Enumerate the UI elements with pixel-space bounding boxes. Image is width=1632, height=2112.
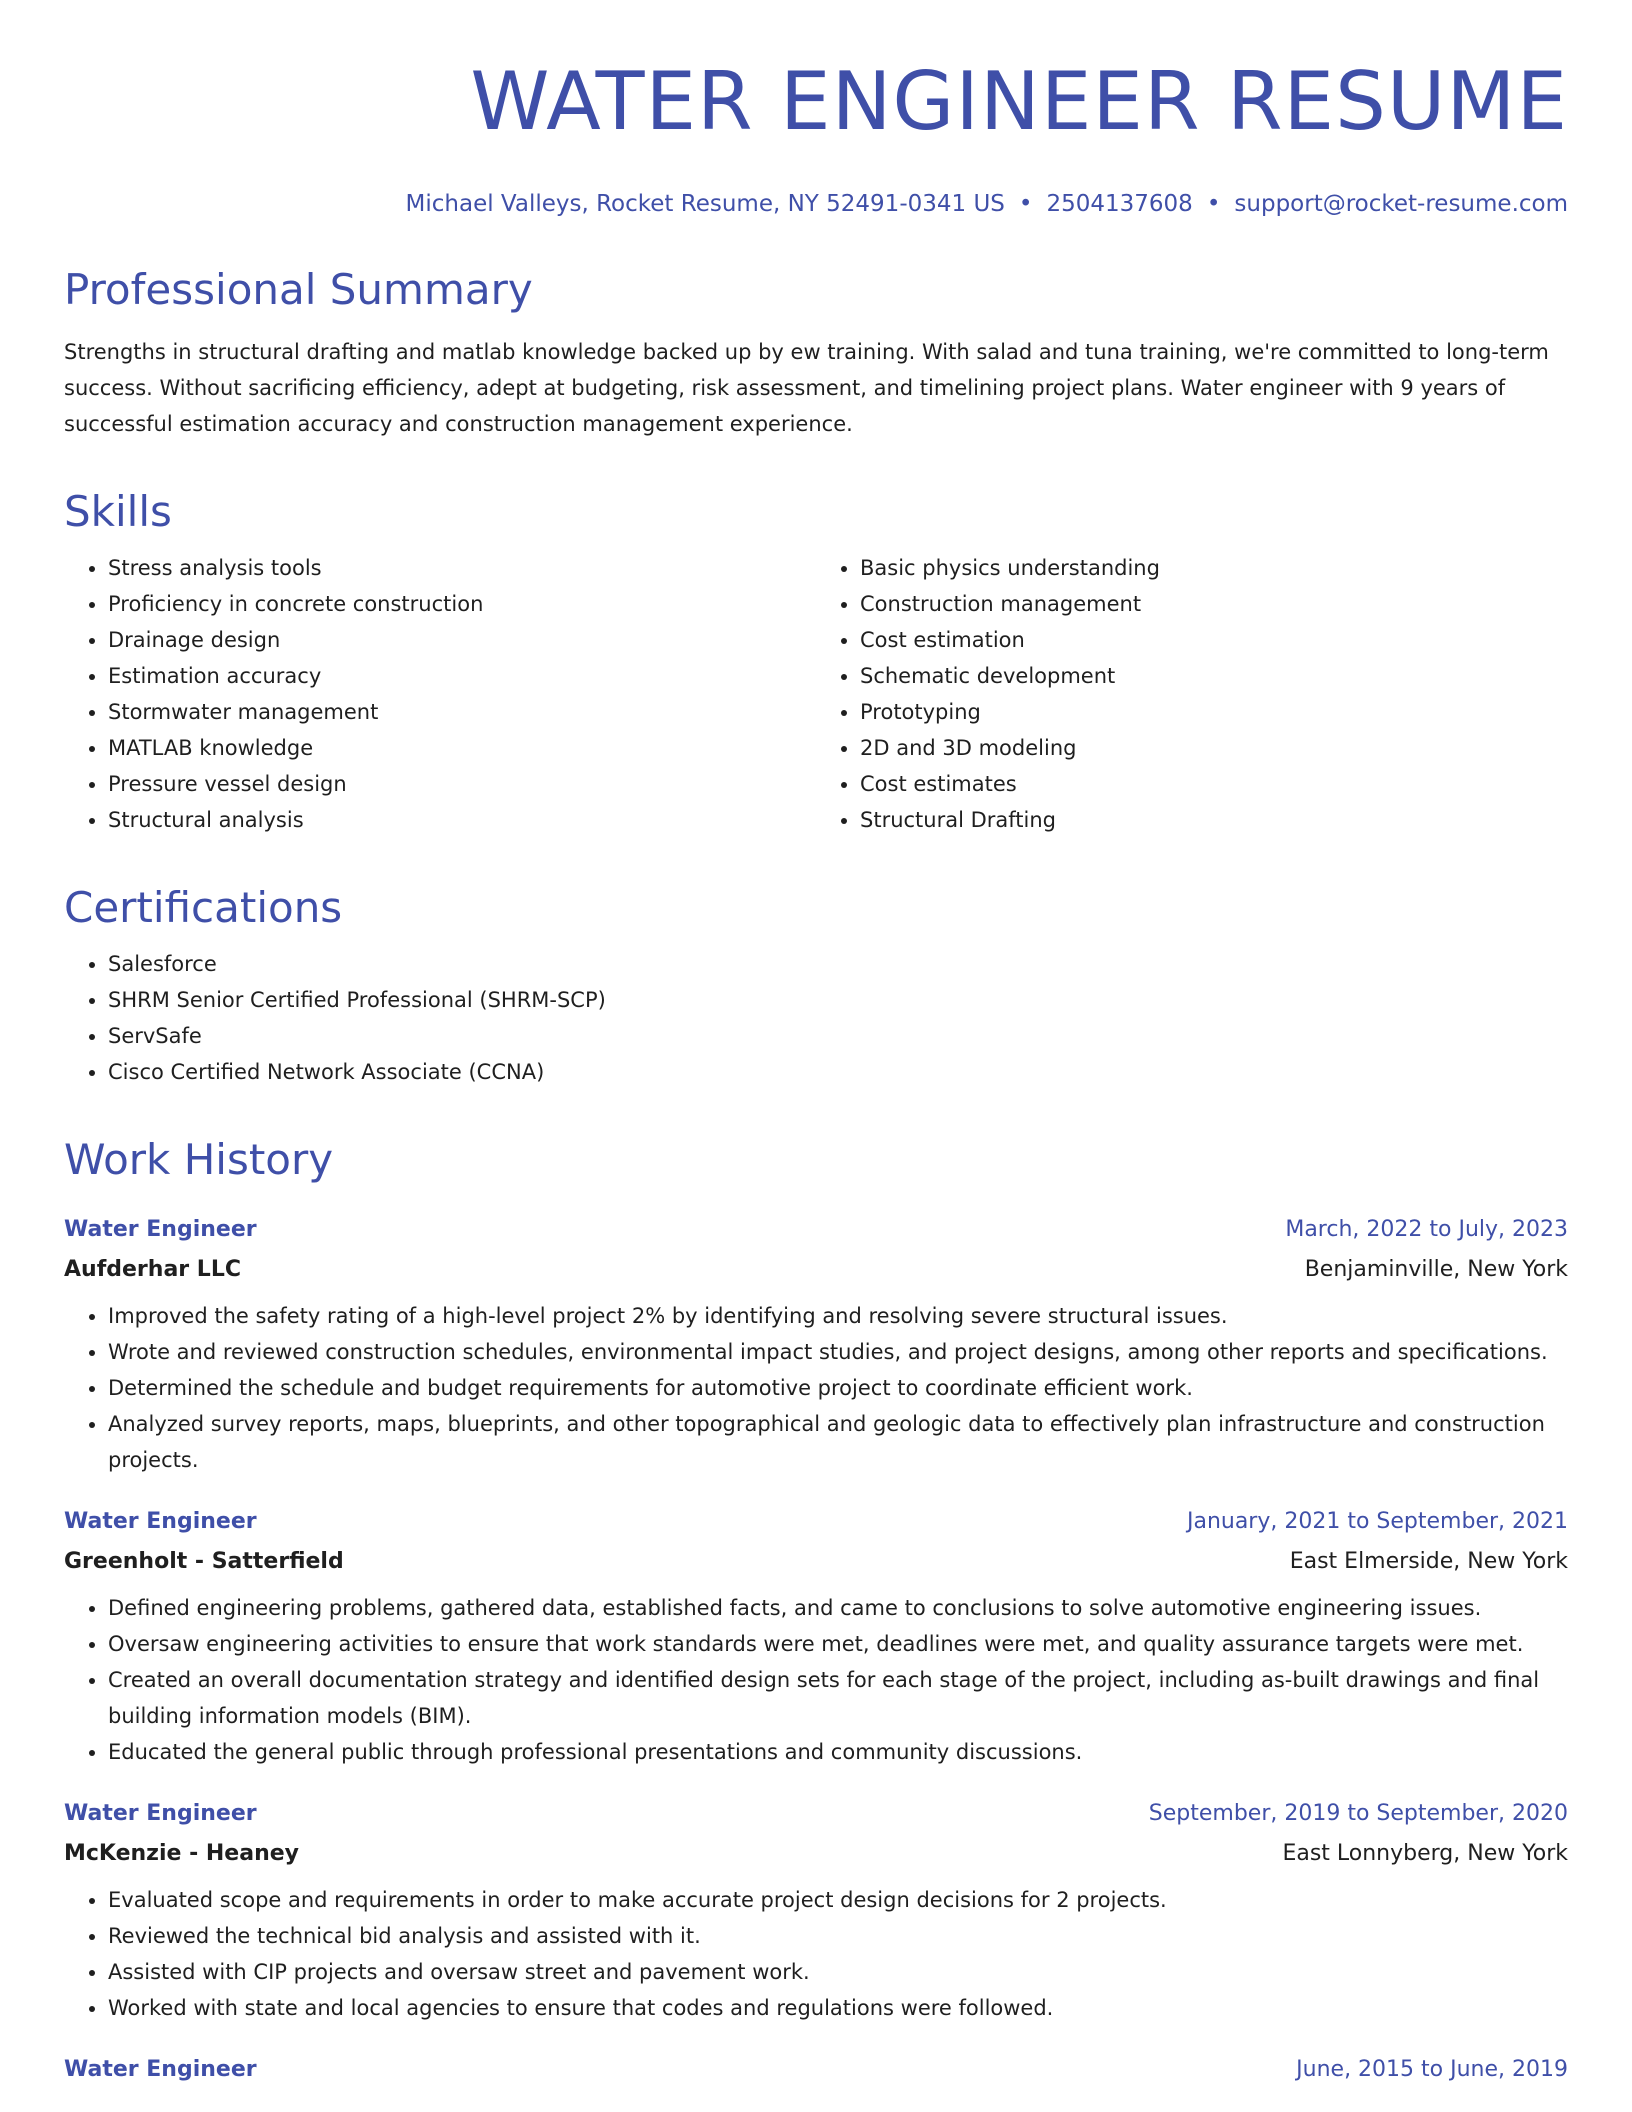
- job-dates: January, 2021 to September, 2021: [1186, 1509, 1568, 1534]
- job-bullet: • Determined the schedule and budget requirements for automotive project to coordinate efficient work.: [108, 1370, 1568, 1406]
- skill-item: • Cost estimation: [860, 622, 1568, 658]
- skill-item: • Prototyping: [860, 694, 1568, 730]
- job-title: Water Engineer: [64, 2057, 257, 2082]
- skills-list-right: [816, 550, 1568, 838]
- skill-item: • MATLAB knowledge: [108, 730, 816, 766]
- job-location: Benjaminville, New York: [1304, 1257, 1568, 1282]
- job-company: Greenholt - Satterfield: [64, 1549, 344, 1574]
- job-bullet: • Analyzed survey reports, maps, blueprints, and other topographical and geologic data to effectively plan infrastructure and construction projects.: [108, 1406, 1568, 1478]
- job-location: East Elmerside, New York: [1289, 1549, 1568, 1574]
- skills-list-left: [64, 550, 816, 838]
- job-header-row: [64, 1794, 1568, 1834]
- job-entry: [64, 1502, 1568, 1770]
- work-history-heading: Work History: [64, 1135, 334, 1184]
- resume-title: WATER ENGINEER RESUME: [470, 55, 1568, 148]
- contact-separator: •: [1018, 191, 1033, 217]
- contact-phone: 2504137608: [1046, 191, 1193, 217]
- job-company-row: [64, 1542, 1568, 1582]
- job-entry: [64, 2050, 1568, 2090]
- job-company: Aufderhar LLC: [64, 1257, 241, 1282]
- job-bullet: • Oversaw engineering activities to ensure that work standards were met, deadlines were met, and quality assurance targets were met.: [108, 1626, 1568, 1662]
- job-company-row: [64, 1834, 1568, 1874]
- job-company-row: [64, 1250, 1568, 1290]
- job-bullet: • Assisted with CIP projects and oversaw street and pavement work.: [108, 1954, 1568, 1990]
- skill-item: • Structural analysis: [108, 802, 816, 838]
- contact-email[interactable]: support@rocket-resume.com: [1234, 191, 1568, 217]
- skill-item: • Proficiency in concrete construction: [108, 586, 816, 622]
- summary-heading: Professional Summary: [64, 265, 533, 314]
- job-dates: June, 2015 to June, 2019: [1296, 2057, 1568, 2082]
- skill-item: • Pressure vessel design: [108, 766, 816, 802]
- job-entry: [64, 1210, 1568, 1478]
- certification-item: • Salesforce: [108, 946, 1568, 982]
- job-title: Water Engineer: [64, 1801, 257, 1826]
- skills-heading: Skills: [64, 487, 172, 536]
- job-bullet: • Educated the general public through professional presentations and community discussions.: [108, 1734, 1568, 1770]
- skill-item: • Construction management: [860, 586, 1568, 622]
- certifications-heading: Certifications: [64, 883, 343, 932]
- skill-item: • Stormwater management: [108, 694, 816, 730]
- skill-item: • 2D and 3D modeling: [860, 730, 1568, 766]
- job-bullets: [64, 1590, 1568, 1770]
- job-bullets: [64, 1882, 1568, 2026]
- skill-item: • Drainage design: [108, 622, 816, 658]
- job-header-row: [64, 2050, 1568, 2090]
- job-bullet: • Evaluated scope and requirements in order to make accurate project design decisions for 2 projects.: [108, 1882, 1568, 1918]
- job-location: East Lonnyberg, New York: [1282, 1841, 1568, 1866]
- job-bullet: • Defined engineering problems, gathered data, established facts, and came to conclusions to solve automotive engineering issues.: [108, 1590, 1568, 1626]
- skills-grid: [64, 550, 1568, 838]
- certification-item: • SHRM Senior Certified Professional (SHRM-SCP): [108, 982, 1568, 1018]
- contact-line: [64, 188, 1568, 220]
- job-bullet: • Reviewed the technical bid analysis and assisted with it.: [108, 1918, 1568, 1954]
- skill-item: • Basic physics understanding: [860, 550, 1568, 586]
- job-bullet: • Improved the safety rating of a high-level project 2% by identifying and resolving severe structural issues.: [108, 1298, 1568, 1334]
- skill-item: • Estimation accuracy: [108, 658, 816, 694]
- job-dates: March, 2022 to July, 2023: [1285, 1217, 1568, 1242]
- job-title: Water Engineer: [64, 1509, 257, 1534]
- certification-item: • ServSafe: [108, 1018, 1568, 1054]
- skill-item: • Schematic development: [860, 658, 1568, 694]
- job-bullet: • Worked with state and local agencies to ensure that codes and regulations were followed.: [108, 1990, 1568, 2026]
- summary-text: Strengths in structural drafting and matlab knowledge backed up by ew training. With salad and tuna training, we're committed to long-term success. Without sacrificing efficiency, adept at budgeting, risk assessment, and timelining project plans. Water engineer with 9 years of successful estimation accuracy and construction management experience.: [64, 340, 1549, 436]
- job-bullet: • Created an overall documentation strategy and identified design sets for each stage of the project, including as-built drawings and final building information models (BIM).: [108, 1662, 1568, 1734]
- skill-item: • Structural Drafting: [860, 802, 1568, 838]
- certifications-list: [64, 946, 1568, 1090]
- contact-address: Michael Valleys, Rocket Resume, NY 52491-0341 US: [405, 191, 1005, 217]
- job-entry: [64, 1794, 1568, 2026]
- contact-separator: •: [1206, 191, 1221, 217]
- job-header-row: [64, 1502, 1568, 1542]
- certification-item: • Cisco Certified Network Associate (CCNA): [108, 1054, 1568, 1090]
- work-history-list: [64, 1210, 1568, 2090]
- skill-item: • Cost estimates: [860, 766, 1568, 802]
- skill-item: • Stress analysis tools: [108, 550, 816, 586]
- job-company: McKenzie - Heaney: [64, 1841, 299, 1866]
- job-bullet: • Wrote and reviewed construction schedules, environmental impact studies, and project designs, among other reports and specifications.: [108, 1334, 1568, 1370]
- job-dates: September, 2019 to September, 2020: [1148, 1801, 1568, 1826]
- job-header-row: [64, 1210, 1568, 1250]
- job-title: Water Engineer: [64, 1217, 257, 1242]
- job-bullets: [64, 1298, 1568, 1478]
